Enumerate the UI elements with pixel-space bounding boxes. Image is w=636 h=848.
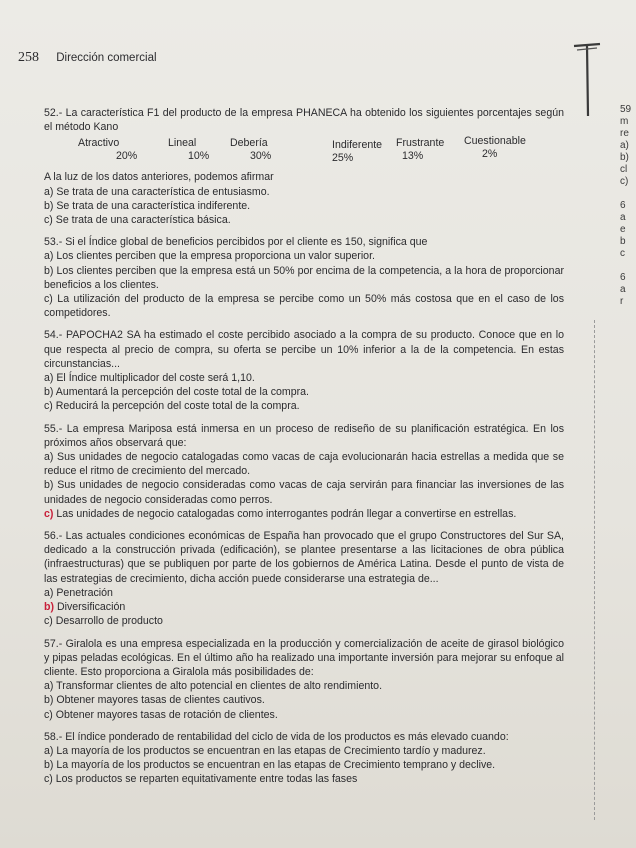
question-lead: A la luz de los datos anteriores, podemos afirmar — [44, 171, 274, 184]
option-c: c) Se trata de una característica básica. — [44, 214, 231, 227]
question-stem: 58.- El índice ponderado de rentabilidad del ciclo de vida de los productos es más elevado cuando: — [44, 730, 509, 743]
binding-edge — [594, 320, 596, 820]
question-57 — [44, 637, 564, 722]
option-b: b) Sus unidades de negocio consideradas como vacas de caja servirán para financiar las inversiones de las unidades de negocio consideradas como perros. — [44, 479, 564, 506]
option-a: a) Sus unidades de negocio catalogadas como vacas de caja evolucionarán hacia estrellas a medida que se reduce el ritmo de crecimiento del mercado. — [44, 451, 564, 478]
kano-value: 20% — [116, 150, 138, 163]
option-a: a) La mayoría de los productos se encuentran en las etapas de Crecimiento tardío y madurez. — [44, 744, 486, 757]
margin-fragment: 6 — [620, 200, 626, 211]
margin-fragment: r — [620, 296, 624, 307]
next-page-margin — [620, 104, 636, 308]
question-stem: 52.- La característica F1 del producto de la empresa PHANECA ha obtenido los siguientes porcentajes según el método Kano — [44, 107, 564, 134]
question-52 — [44, 106, 564, 227]
question-58 — [44, 730, 564, 787]
margin-fragment: b) — [620, 152, 629, 163]
option-b — [44, 600, 564, 614]
margin-fragment: re — [620, 128, 629, 139]
question-56 — [44, 529, 564, 628]
kano-value: 2% — [482, 148, 498, 161]
margin-fragment: 59 — [620, 104, 632, 115]
margin-fragment — [620, 188, 636, 200]
option-a: a) El Índice multiplicador del coste será 1,10. — [44, 372, 255, 385]
binder-clip-icon — [572, 38, 602, 118]
option-b: b) La mayoría de los productos se encuentran en las etapas de Crecimiento temprano y declive. — [44, 759, 496, 772]
questions-body — [44, 106, 564, 795]
question-stem: 54.- PAPOCHA2 SA ha estimado el coste percibido asociado a la compra de su producto. Conoce que en lo que respecta al precio de compra, su oferta se percibe un 10% inferior a la de la competencia. En estas circunstancias... — [44, 329, 564, 370]
margin-fragment: 6 — [620, 272, 626, 283]
margin-fragment — [620, 260, 636, 272]
option-c: c) Desarrollo de producto — [44, 615, 163, 628]
option-b: b) Aumentará la percepción del coste total de la compra. — [44, 386, 309, 399]
kano-table — [44, 136, 564, 164]
option-c — [44, 507, 564, 521]
question-53 — [44, 235, 564, 320]
margin-fragment: c — [620, 248, 625, 259]
option-c: c) La utilización del producto de la empresa se percibe como un 50% más costosa que en el caso de los competidores. — [44, 293, 564, 320]
kano-label: Lineal — [168, 137, 197, 150]
kano-label: Cuestionable — [464, 135, 526, 148]
margin-fragment: a — [620, 212, 626, 223]
option-a: a) Se trata de una característica de entusiasmo. — [44, 185, 270, 198]
kano-label: Debería — [230, 137, 268, 150]
question-54 — [44, 328, 564, 413]
margin-fragment: a — [620, 284, 626, 295]
question-stem: 53.- Si el Índice global de beneficios percibidos por el cliente es 150, significa que — [44, 236, 428, 249]
option-b: b) Se trata de una característica indiferente. — [44, 199, 251, 212]
kano-value: 25% — [332, 152, 354, 165]
handwritten-x-mark: b) — [44, 601, 54, 614]
handwritten-x-mark: c) — [44, 507, 54, 520]
option-b: b) Los clientes perciben que la empresa está un 50% por encima de la competencia, a la hora de proporcionar beneficios a los clientes. — [44, 264, 564, 291]
margin-fragment: cl — [620, 164, 628, 175]
margin-fragment: b — [620, 236, 626, 247]
option-b: b) Obtener mayores tasas de clientes cautivos. — [44, 694, 265, 707]
margin-fragment: e — [620, 224, 626, 235]
kano-value: 30% — [250, 150, 272, 163]
option-c: c) Obtener mayores tasas de rotación de clientes. — [44, 708, 278, 721]
margin-fragment: m — [620, 116, 629, 127]
kano-label: Atractivo — [78, 137, 120, 150]
margin-fragment: c) — [620, 176, 629, 187]
option-c-text: Las unidades de negocio catalogadas como interrogantes podrán llegar a convertirse en estrellas. — [53, 507, 517, 520]
option-c: c) Los productos se reparten equitativamente entre todas las fases — [44, 773, 358, 786]
option-a: a) Penetración — [44, 586, 113, 599]
question-stem: 55.- La empresa Mariposa está inmersa en un proceso de rediseño de su planificación estratégica. En los próximos años observará que: — [44, 422, 564, 449]
question-stem: 56.- Las actuales condiciones económicas de España han provocado que el grupo Constructores del Sur SA, dedicado a la construcción privada (edificación), se plantee presentarse a las licitaciones de obra pública (infraestructuras) que se publiquen por parte de los gobiernos de América Latina. Desde el punto de vista de las estrategias de crecimiento, dicha acción puede considerarse una estrategia de... — [44, 530, 564, 585]
page-number: 258 — [18, 50, 39, 65]
kano-value: 10% — [188, 150, 210, 163]
option-a: a) Transformar clientes de alto potencial en clientes de alto rendimiento. — [44, 680, 383, 693]
question-stem: 57.- Giralola es una empresa especializada en la producción y comercialización de aceite de girasol biológico y pipas peladas ecológicas. En el último año ha realizado una importante inversión para mejorar su enfoque al cliente. Esto proporciona a Giralola más posibilidades de: — [44, 637, 564, 678]
margin-fragment: a) — [620, 140, 629, 151]
page-title: Dirección comercial — [56, 52, 157, 64]
page-header — [18, 50, 157, 66]
kano-label: Indiferente — [332, 139, 383, 152]
kano-value: 13% — [402, 150, 424, 163]
option-a: a) Los clientes perciben que la empresa proporciona un valor superior. — [44, 250, 375, 263]
kano-label: Frustrante — [396, 137, 445, 150]
option-b-text: Diversificación — [54, 601, 126, 614]
option-c: c) Reducirá la percepción del coste total de la compra. — [44, 400, 300, 413]
question-55 — [44, 422, 564, 521]
